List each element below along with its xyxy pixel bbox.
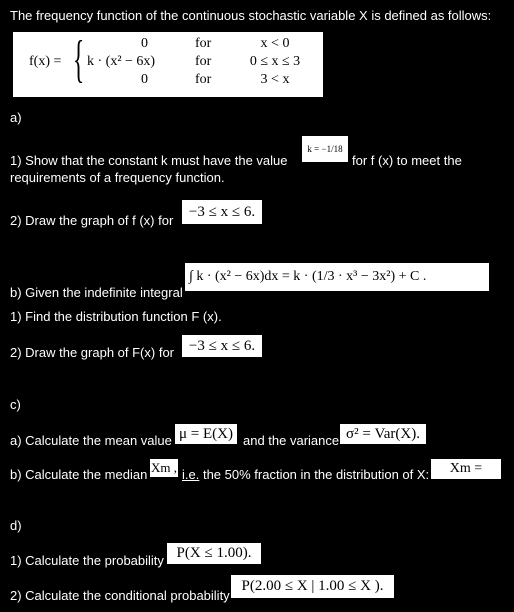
definition-box [13,32,323,97]
def-row-2-for: for [195,72,212,87]
fx-label: f(x) = [29,54,62,69]
mean-math: μ = E(X) [175,424,237,444]
part-b-q1: 1) Find the distribution function F (x). [10,309,222,324]
part-c-label: c) [10,397,21,412]
part-b-q2-math: −3 ≤ x ≤ 6. [182,335,262,357]
left-brace: { [73,31,85,88]
intro-text: The frequency function of the continuous stochastic variable X is defined as follows: [10,8,492,23]
median-math: Xm , [151,460,177,475]
part-a-q1 [10,153,288,168]
part-d-q1-math: P(X ≤ 1.00). [167,543,261,564]
part-a-q1-after: for f (x) to meet the [352,153,462,168]
part-c-b-text: b) Calculate the median [10,467,148,482]
part-b-label: b) Given the indefinite integral [10,285,183,300]
part-d-label: d) [10,518,22,533]
part-c-a-mid: and the variance [243,433,340,448]
integral-math: ∫ k · (x² − 6x)dx = k · (1/3 · x³ − 3x²) + C . [185,263,489,291]
def-row-0-for: for [195,36,212,51]
part-a-q1-line2: requirements of a frequency function. [10,170,225,185]
def-row-2-value: 0 [141,72,148,87]
def-row-0-value: 0 [141,36,148,51]
def-row-0-cond: x < 0 [260,36,290,51]
part-c-b-line [182,467,429,482]
def-row-1-cond: 0 ≤ x ≤ 3 [249,54,301,69]
def-row-1-for: for [195,54,212,69]
part-a-label: a) [10,110,22,125]
def-row-1-value: k · (x² − 6x) [87,54,156,69]
median-def-math: Xm = X0.50 [431,459,501,479]
variance-math: σ² = Var(X). [340,424,426,444]
def-row-2-cond: 3 < x [260,72,290,87]
part-a-q1-text: 1) Show that the constant k must have the value [10,153,288,168]
part-d-q2-text: 2) Calculate the conditional probability [10,588,230,603]
part-c-a-text: a) Calculate the mean value [10,433,172,448]
part-d-q1-text: 1) Calculate the probability [10,553,164,568]
part-a-q2-math: −3 ≤ x ≤ 6. [182,200,262,224]
part-d-q2-math: P(2.00 ≤ X | 1.00 ≤ X ). [231,575,394,598]
k-value-math: k = −1/18 [302,136,348,162]
ie-text: i.e. [182,467,200,482]
part-a-q2-text: 2) Draw the graph of f (x) for [10,213,174,228]
part-b-q2-text: 2) Draw the graph of F(x) for [10,345,174,360]
part-c-b-mid: the 50% fraction in the distribution of X: [202,467,430,482]
